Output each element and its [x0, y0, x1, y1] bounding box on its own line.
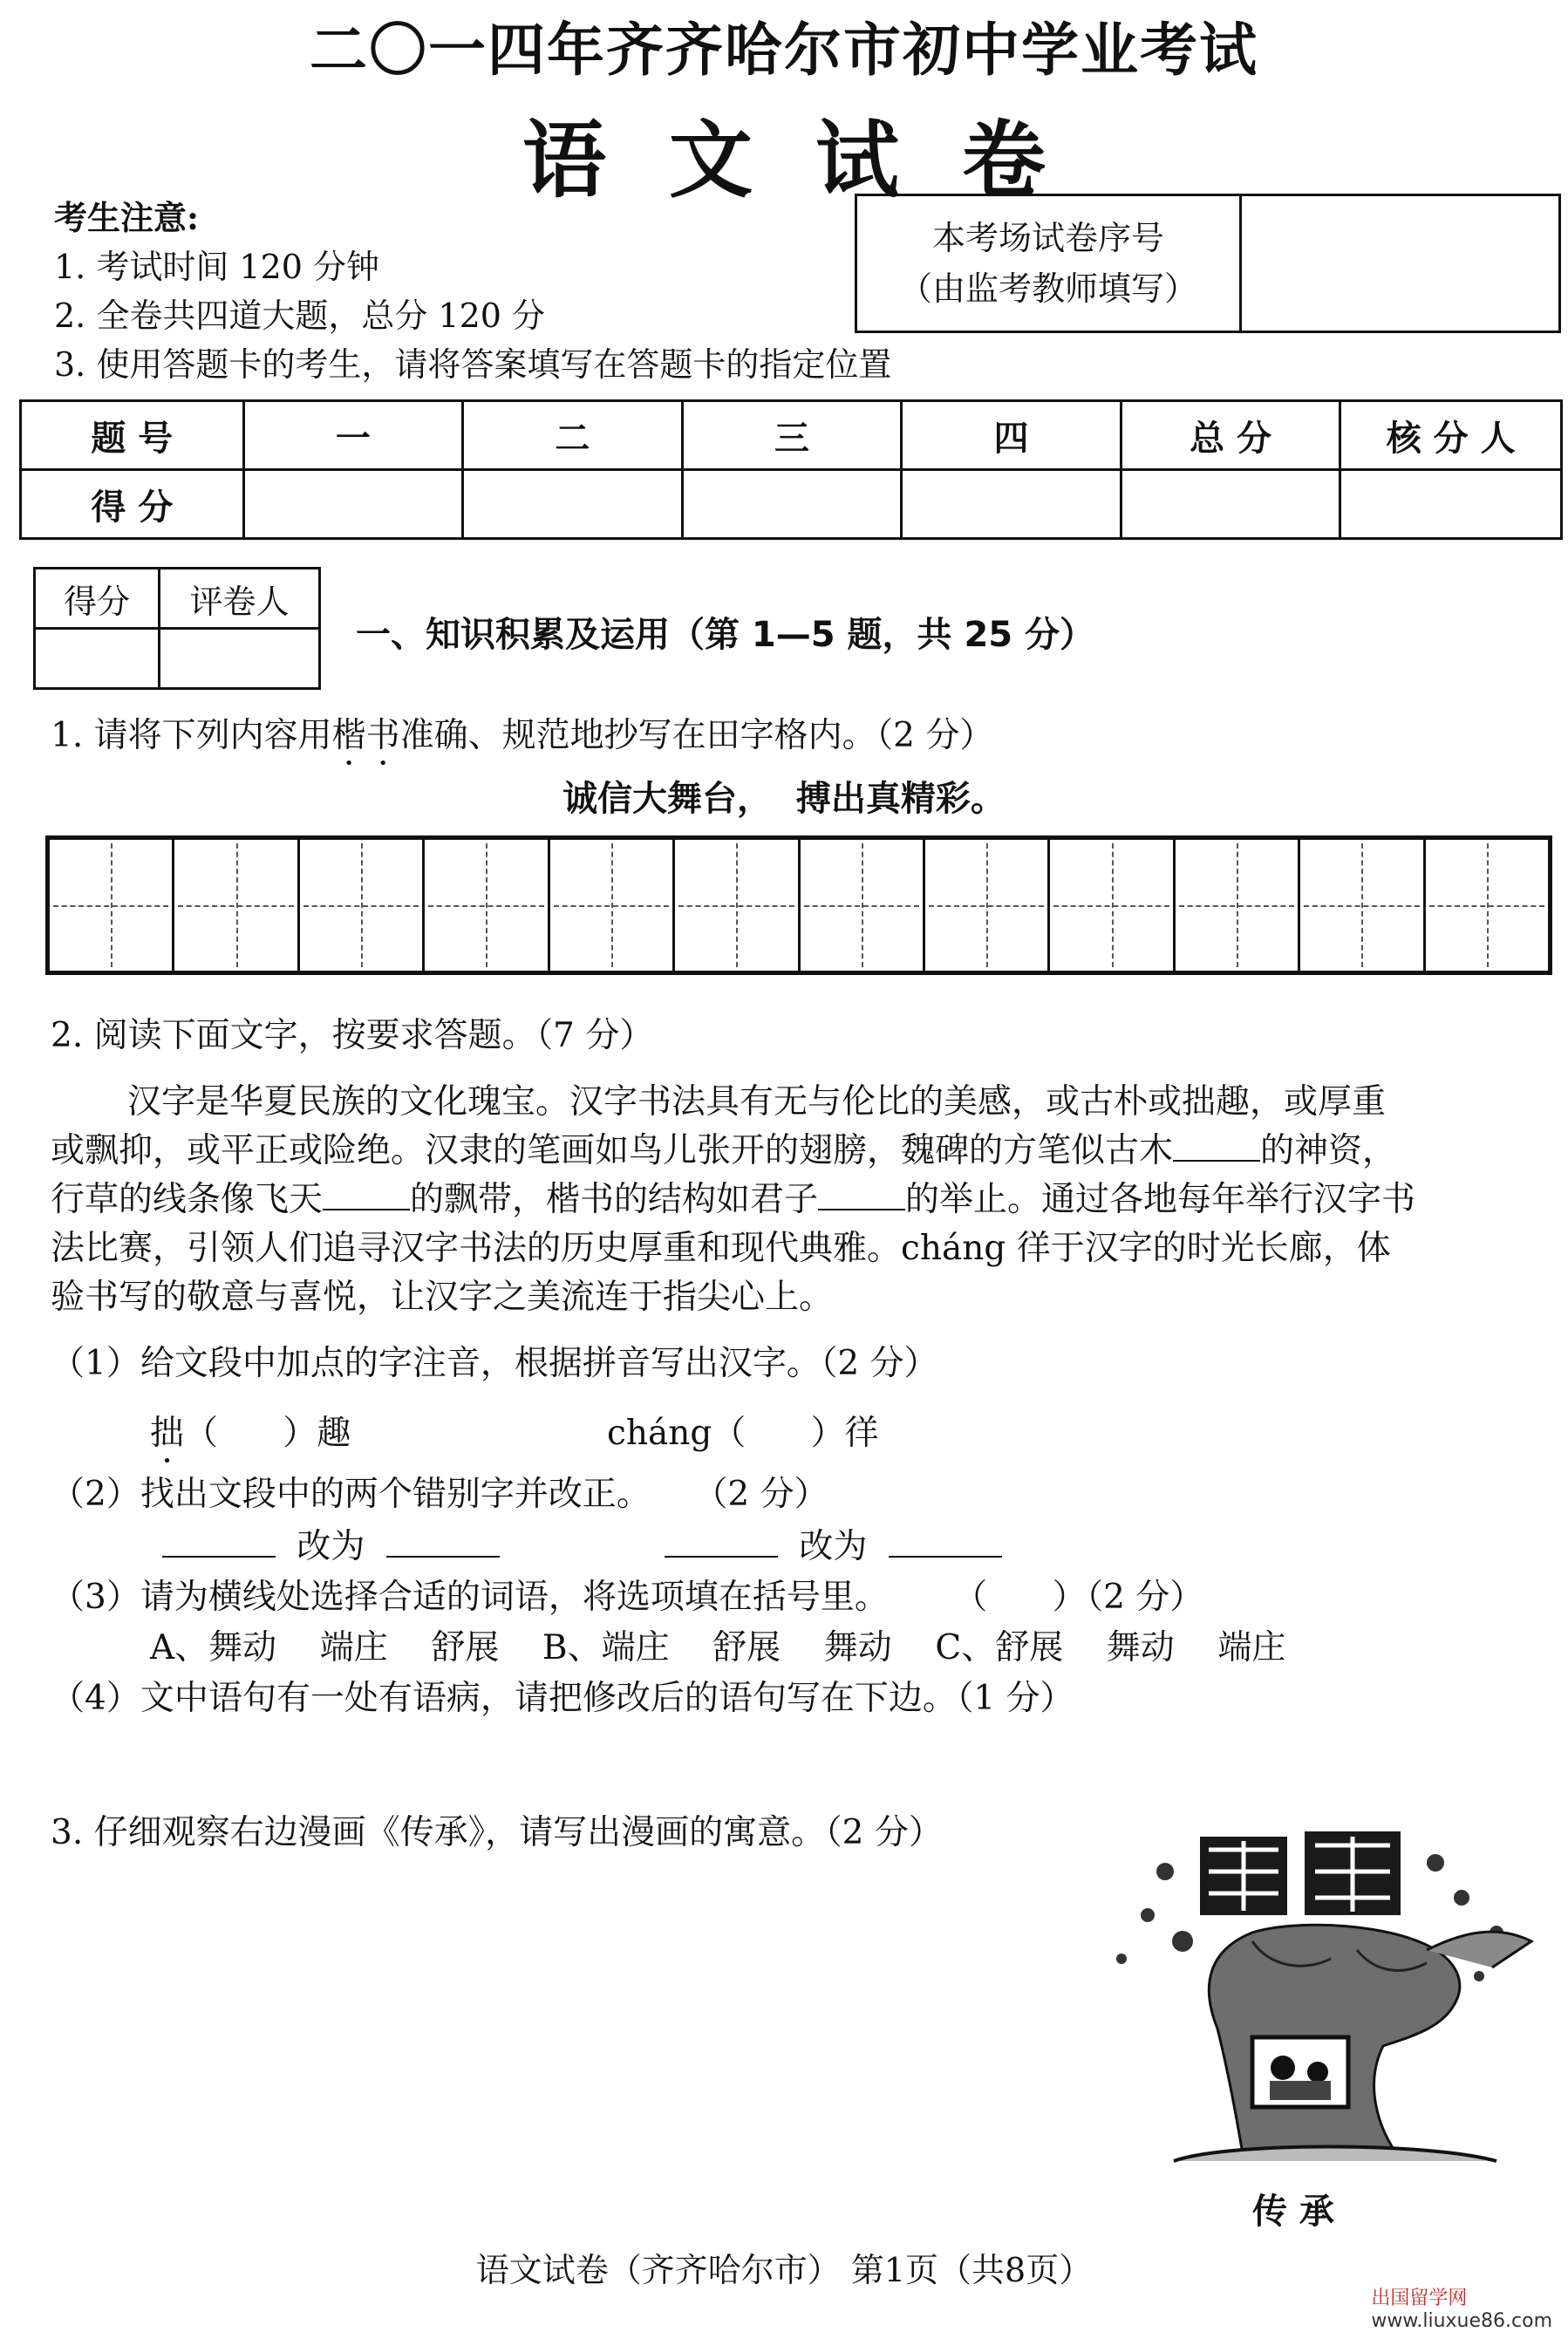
- watermark-url: www.liuxue86.com: [1371, 2310, 1552, 2332]
- q2-passage: [51, 1078, 1549, 1322]
- tianzige-cell[interactable]: [174, 840, 299, 971]
- passage-text: 或飘抑，或平正或险绝。汉隶的笔画如鸟儿张开的翅膀，魏碑的方笔似古木: [51, 1131, 1174, 1170]
- correct-char-field[interactable]: [386, 1526, 500, 1558]
- grader-score-label: 得分: [35, 569, 160, 629]
- cartoon-image: [1095, 1819, 1549, 2168]
- tianzige-grid: [45, 835, 1552, 975]
- blank-1[interactable]: [1173, 1130, 1260, 1162]
- score-input-cell[interactable]: [1340, 470, 1562, 539]
- passage-text: 的神资，: [1260, 1131, 1397, 1170]
- q1-copy-text: 诚信大舞台， 搏出真精彩。: [562, 779, 1006, 819]
- score-table: [19, 399, 1563, 540]
- passage-line: 验书写的敬意与喜悦，让汉字之美流连于指尖心上。: [51, 1278, 834, 1317]
- serial-line2: （由监考教师填写）: [898, 269, 1197, 308]
- q2-sub1-b: cháng（ ）徉: [607, 1414, 879, 1453]
- change-to-label: 改为: [799, 1527, 868, 1566]
- score-header-cell: 题 号: [21, 401, 244, 470]
- q2-sub3-options: A、舞动 端庄 舒展 B、端庄 舒展 舞动 C、舒展 舞动 端庄: [150, 1628, 1286, 1667]
- score-input-cell[interactable]: [463, 470, 683, 539]
- passage-text: 的飘带，楷书的结构如君子: [410, 1180, 819, 1219]
- grader-box: [33, 567, 321, 690]
- q1-prompt: [51, 708, 993, 757]
- blank-2[interactable]: [323, 1179, 410, 1210]
- passage-line: [51, 1176, 1549, 1224]
- score-header-cell: 总 分: [1121, 401, 1340, 470]
- tianzige-cell[interactable]: [925, 840, 1050, 971]
- notice-item: 1. 考试时间 120 分钟: [54, 248, 380, 286]
- q2-sub1-a: [150, 1406, 351, 1455]
- score-table-header-row: [21, 401, 1562, 470]
- q1-dotted-char: 楷: [331, 716, 366, 755]
- passage-line: 汉字是华夏民族的文化瑰宝。汉字书法具有无与伦比的美感，或古朴或拙趣，或厚重: [127, 1082, 1387, 1122]
- paper-subtitle: 语文试卷: [522, 111, 1108, 209]
- passage-text: 的举止。通过各地每年举行汉字书: [905, 1180, 1416, 1219]
- grader-name-field[interactable]: [160, 629, 320, 689]
- q2-prompt: 2. 阅读下面文字，按要求答题。（7 分）: [51, 1016, 654, 1055]
- dotted-char-zhuo: 拙: [150, 1414, 185, 1453]
- q2-sub2-answers: [162, 1519, 500, 1568]
- exam-title: 二〇一四年齐齐哈尔市初中学业考试: [310, 16, 1258, 84]
- passage-line: [51, 1127, 1549, 1176]
- passage-text: 行草的线条像飞天: [51, 1180, 324, 1219]
- tianzige-cell[interactable]: [675, 840, 800, 971]
- score-input-cell[interactable]: [243, 470, 463, 539]
- tianzige-cell[interactable]: [550, 840, 675, 971]
- passage-line: 法比赛，引领人们追寻汉字书法的历史厚重和现代典雅。cháng 徉于汉字的时光长廊，体: [51, 1229, 1391, 1268]
- grader-name-label: 评卷人: [160, 569, 320, 629]
- score-row-label: 得 分: [21, 470, 244, 539]
- score-header-cell: 二: [463, 401, 683, 470]
- q1-prompt-b: 准确、规范地抄写在田字格内。（2 分）: [399, 716, 994, 755]
- page-footer: 语文试卷（齐齐哈尔市） 第1页（共8页）: [475, 2251, 1093, 2289]
- cartoon-caption: 传 承: [1252, 2192, 1334, 2232]
- score-header-cell: 三: [682, 401, 902, 470]
- q2-sub2-answers-2: [665, 1519, 1002, 1568]
- score-header-cell: 一: [243, 401, 463, 470]
- serial-line1: 本考场试卷序号: [931, 219, 1164, 257]
- tianzige-cell[interactable]: [1176, 840, 1300, 971]
- tianzige-cell[interactable]: [425, 840, 549, 971]
- score-input-cell[interactable]: [902, 470, 1121, 539]
- q2-sub4: （4）文中语句有一处有语病，请把修改后的语句写在下边。（1 分）: [51, 1679, 1074, 1718]
- q2-sub3: （3）请为横线处选择合适的词语，将选项填在括号里。 （ ）（2 分）: [51, 1578, 1204, 1617]
- serial-number-box: [855, 194, 1561, 333]
- score-input-cell[interactable]: [1121, 470, 1340, 539]
- sub1-a-rest: （ ）趣: [184, 1414, 351, 1453]
- notice-block: [54, 194, 891, 389]
- score-header-cell: 四: [902, 401, 1121, 470]
- score-input-cell[interactable]: [682, 470, 902, 539]
- q3-prompt: 3. 仔细观察右边漫画《传承》，请写出漫画的寓意。（2 分）: [51, 1813, 943, 1852]
- change-to-label: 改为: [297, 1527, 365, 1566]
- serial-number-field[interactable]: [1242, 196, 1558, 331]
- blank-3[interactable]: [818, 1179, 905, 1210]
- serial-number-label: [857, 196, 1242, 331]
- score-header-cell: 核 分 人: [1340, 401, 1562, 470]
- q2-sub1: （1）给文段中加点的字注音，根据拼音写出汉字。（2 分）: [51, 1344, 938, 1383]
- site-watermark: [1371, 2283, 1552, 2332]
- notice-heading: 考生注意:: [54, 198, 200, 237]
- q2-sub2: （2）找出文段中的两个错别字并改正。 （2 分）: [51, 1475, 828, 1514]
- grader-score-field[interactable]: [35, 629, 160, 689]
- score-table-score-row: [21, 470, 1562, 539]
- tianzige-cell[interactable]: [801, 840, 925, 971]
- q1-dotted-char: 书: [365, 716, 400, 755]
- notice-item: 3. 使用答题卡的考生，请将答案填写在答题卡的指定位置: [54, 345, 892, 384]
- tianzige-cell[interactable]: [1426, 840, 1548, 971]
- section1-title: 一、知识积累及运用（第 1—5 题，共 25 分）: [356, 615, 1095, 655]
- wrong-char-field[interactable]: [665, 1526, 778, 1558]
- tianzige-cell[interactable]: [300, 840, 425, 971]
- tianzige-cell[interactable]: [1300, 840, 1425, 971]
- correct-char-field[interactable]: [889, 1526, 1002, 1558]
- notice-item: 2. 全卷共四道大题，总分 120 分: [54, 297, 546, 335]
- q1-prompt-a: 1. 请将下列内容用: [51, 716, 332, 755]
- tianzige-cell[interactable]: [1050, 840, 1175, 971]
- wrong-char-field[interactable]: [162, 1526, 276, 1558]
- watermark-cn: 出国留学网: [1371, 2288, 1468, 2309]
- tianzige-cell[interactable]: [50, 840, 174, 971]
